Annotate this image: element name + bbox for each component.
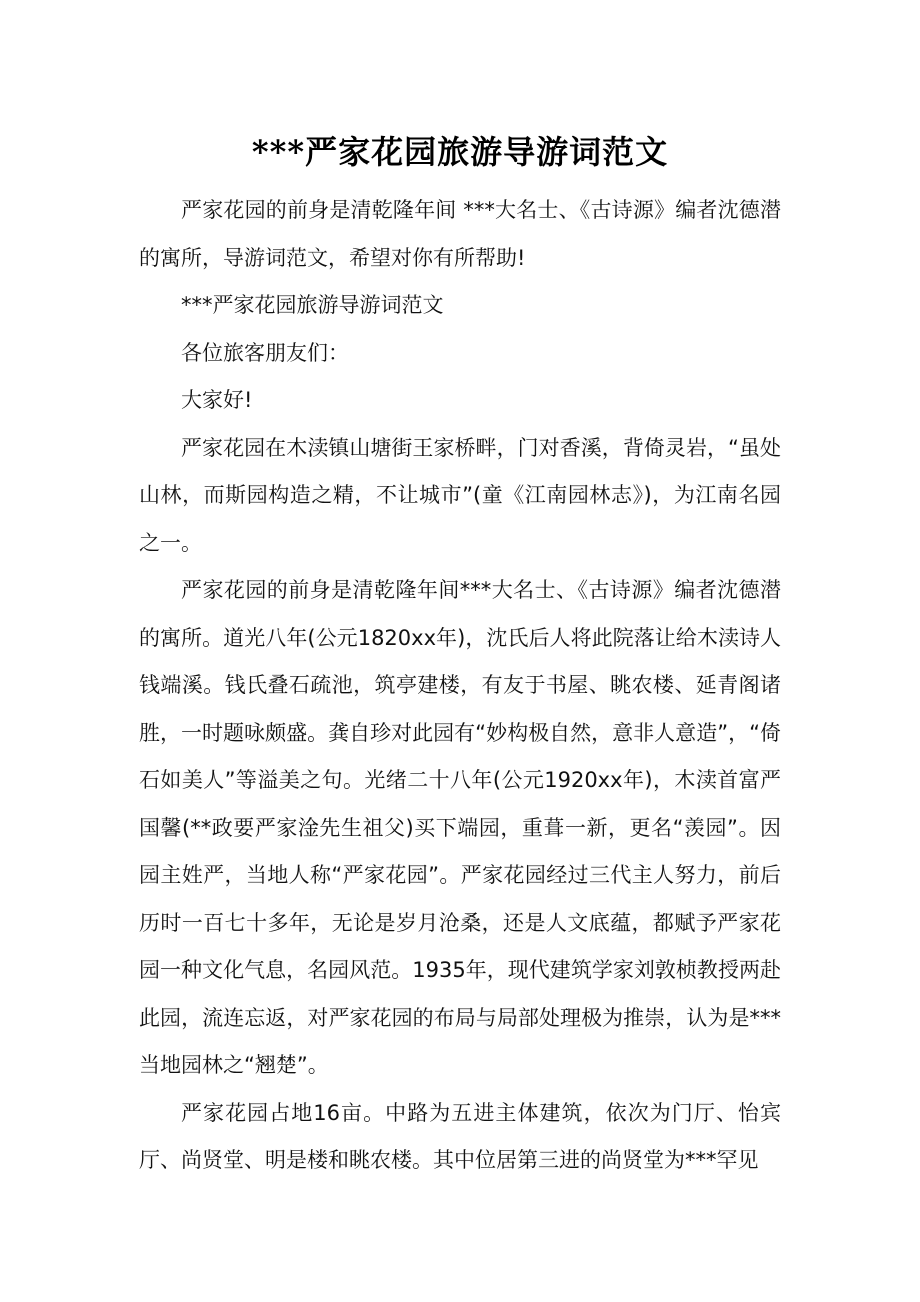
document-title: ***严家花园旅游导游词范文 xyxy=(251,133,669,171)
hello-paragraph: 大家好! xyxy=(181,388,253,412)
location-paragraph: 严家花园在木渎镇山塘街王家桥畔，门对香溪，背倚灵岩，“虽处山林，而斯园构造之精，不让城市”(童《江南园林志》)，为江南名园之一。 xyxy=(139,435,781,555)
greeting-paragraph: 各位旅客朋友们： xyxy=(181,340,349,365)
intro-paragraph: 严家花园的前身是清乾隆年间 ***大名士、《古诗源》编者沈德潜的寓所，导游词范文，希望对你有所帮助! xyxy=(139,198,781,270)
layout-paragraph: 严家花园占地16亩。中路为五进主体建筑，依次为门厅、怡宾厅、尚贤堂、明是楼和眺农楼。其中位居第三进的尚贤堂为***罕见 xyxy=(139,1100,781,1172)
subtitle-paragraph: ***严家花园旅游导游词范文 xyxy=(181,293,444,317)
document-body xyxy=(139,187,781,1185)
history-paragraph: 严家花园的前身是清乾隆年间***大名士、《古诗源》编者沈德潜的寓所。道光八年(公元1820xx年)，沈氏后人将此院落让给木渎诗人钱端溪。钱氏叠石疏池，筑亭建楼，有友于书屋、眺农楼、延青阁诸胜，一时题咏颇盛。龚自珍对此园有“妙构极自然，意非人意造”，“倚石如美人”等溢美之句。光绪二十八年(公元1920xx年)，木渎首富严国馨(**政要严家淦先生祖父)买下端园，重葺一新，更名“羡园”。因园主姓严，当地人称“严家花园”。严家花园经过三代主人努力，前后历时一百七十多年，无论是岁月沧桑，还是人文底蕴，都赋予严家花园一种文化气息，名园风范。1935年，现代建筑学家刘敦桢教授两赴此园，流连忘返，对严家花园的布局与局部处理极为推崇，认为是***当地园林之“翘楚”。 xyxy=(139,578,781,1077)
